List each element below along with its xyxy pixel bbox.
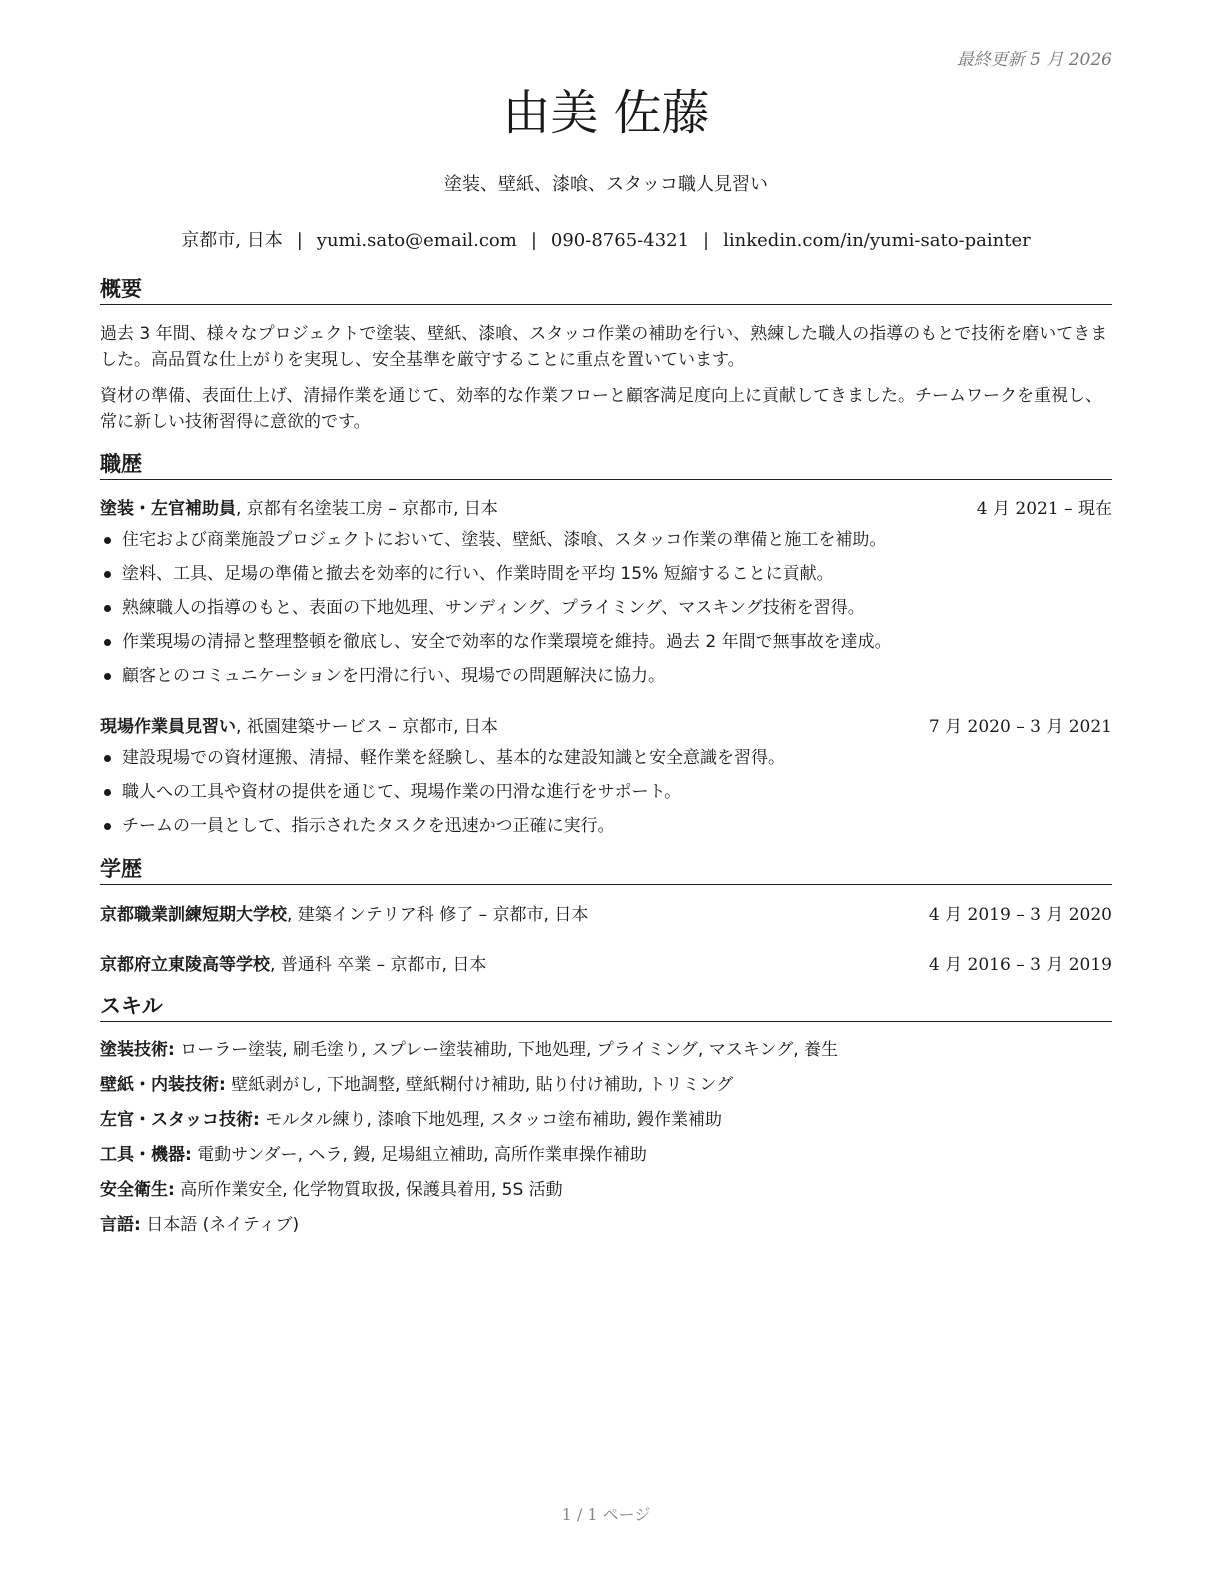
job-dates: 7 月 2020 – 3 月 2021 [928,717,1112,737]
last-updated: 最終更新 5 月 2026 [956,50,1112,70]
education-dates: 4 月 2016 – 3 月 2019 [928,955,1112,975]
education-entry [100,952,1112,978]
skill-line [100,1033,1112,1068]
school-name: 京都府立東陵高等学校 [100,955,270,975]
summary-heading: 概要 [100,277,1112,305]
list-item: 職人への工具や資材の提供を通じて、現場作業の円滑な進行をサポート。 [100,775,1112,809]
experience-heading: 職歴 [100,452,1112,480]
skill-line [100,1138,1112,1173]
skill-label: 安全衛生: [100,1180,175,1200]
skill-label: 左官・スタッコ技術: [100,1110,260,1130]
contact-separator: | [530,230,537,251]
skill-value: モルタル練り, 漆喰下地処理, スタッコ塗布補助, 鏝作業補助 [259,1110,722,1130]
list-item: 作業現場の清掃と整理整頓を徹底し、安全で効率的な作業環境を維持。過去 2 年間で無事故を達成。 [100,625,1112,659]
contact-separator: | [296,230,303,251]
contact-separator: | [703,230,710,251]
contact-linkedin[interactable]: linkedin.com/in/yumi-sato-painter [723,230,1031,251]
list-item: 塗料、工具、足場の準備と撤去を効率的に行い、作業時間を平均 15% 短縮することに貢献。 [100,557,1112,591]
education-heading: 学歴 [100,857,1112,885]
job-header [100,714,1112,740]
skill-value: 日本語 (ネイティブ) [140,1215,300,1235]
skills-heading: スキル [100,994,1112,1022]
job-title: 現場作業員見習い [100,717,236,737]
summary-paragraph-1: 過去 3 年間、様々なプロジェクトで塗装、壁紙、漆喰、スタッコ作業の補助を行い、熟練した職人の指導のもとで技術を磨いてきました。高品質な仕上がりを実現し、安全基準を厳守することに重点を置いています。 [100,324,1108,370]
job-bullets [100,523,1112,693]
job-dates: 4 月 2021 – 現在 [976,499,1112,519]
skill-line [100,1068,1112,1103]
summary-paragraph-2: 資材の準備、表面仕上げ、清掃作業を通じて、効率的な作業フローと顧客満足度向上に貢献してきました。チームワークを重視し、常に新しい技術習得に意欲的です。 [100,386,1102,432]
list-item: 建設現場での資材運搬、清掃、軽作業を経験し、基本的な建設知識と安全意識を習得。 [100,741,1112,775]
job-bullets [100,741,1112,843]
skill-label: 工具・機器: [100,1145,192,1165]
job-header [100,496,1112,522]
education-entry [100,902,1112,928]
candidate-name: 由美 佐藤 [502,85,710,141]
skill-value: 壁紙剥がし, 下地調整, 壁紙糊付け補助, 貼り付け補助, トリミング [225,1075,734,1095]
job-title: 塗装・左官補助員 [100,499,236,519]
skill-value: 電動サンダー, ヘラ, 鏝, 足場組立補助, 高所作業車操作補助 [191,1145,647,1165]
school-name: 京都職業訓練短期大学校 [100,905,287,925]
job-org: , 京都有名塗装工房 – 京都市, 日本 [236,499,498,519]
contact-line [100,226,1112,252]
list-item: チームの一員として、指示されたタスクを迅速かつ正確に実行。 [100,809,1112,843]
skill-line [100,1208,1112,1243]
resume-page [100,0,1112,1584]
skill-label: 言語: [100,1215,141,1235]
contact-location: 京都市, 日本 [181,230,283,251]
list-item: 顧客とのコミュニケーションを円滑に行い、現場での問題解決に協力。 [100,659,1112,693]
school-detail: , 建築インテリア科 修了 – 京都市, 日本 [287,905,589,925]
skill-line [100,1103,1112,1138]
skill-value: 高所作業安全, 化学物質取扱, 保護具着用, 5S 活動 [174,1180,563,1200]
list-item: 熟練職人の指導のもと、表面の下地処理、サンディング、プライミング、マスキング技術を習得。 [100,591,1112,625]
education-dates: 4 月 2019 – 3 月 2020 [928,905,1112,925]
list-item: 住宅および商業施設プロジェクトにおいて、塗装、壁紙、漆喰、スタッコ作業の準備と施工を補助。 [100,523,1112,557]
skill-value: ローラー塗装, 刷毛塗り, スプレー塗装補助, 下地処理, プライミング, マスキング, 養生 [174,1040,839,1060]
skill-line [100,1173,1112,1208]
tagline: 塗装、壁紙、漆喰、スタッコ職人見習い [444,174,768,195]
contact-phone[interactable]: 090-8765-4321 [550,230,690,251]
skill-label: 壁紙・内装技術: [100,1075,226,1095]
contact-email[interactable]: yumi.sato@email.com [316,230,517,251]
school-detail: , 普通科 卒業 – 京都市, 日本 [270,955,487,975]
job-org: , 祇園建築サービス – 京都市, 日本 [236,717,498,737]
page-indicator: 1 / 1 ページ [561,1505,651,1524]
skill-label: 塗装技術: [100,1040,175,1060]
